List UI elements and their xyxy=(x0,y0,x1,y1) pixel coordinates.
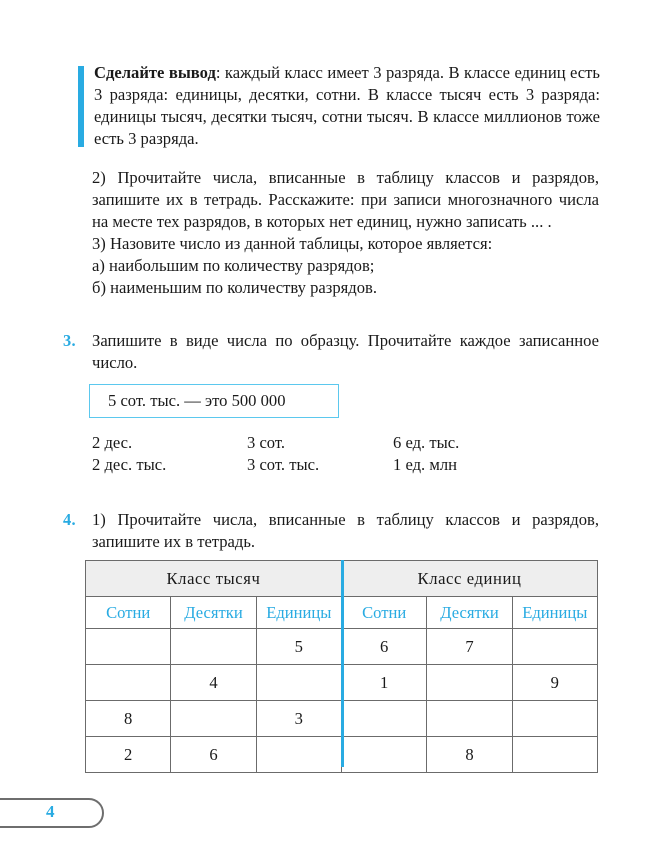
exercise-3-item: 3 сот. тыс. xyxy=(247,454,320,474)
class-header-thousands: Класс тысяч xyxy=(86,561,342,597)
task-item-2: 2) Прочитайте числа, вписанные в таблицу классов и разрядов, запишите их в тетрадь. Расскажите: при записи многозначного числа на месте тех разрядов, в которых нет единиц, нужно записать ... . xyxy=(92,168,599,232)
sample-answer-box xyxy=(89,384,339,418)
callout-text xyxy=(94,62,600,150)
exercise-3-item: 1 ед. млн xyxy=(393,454,457,474)
digit-cell: 1 xyxy=(341,665,426,701)
digit-cell xyxy=(341,737,426,773)
digit-cell xyxy=(427,701,512,737)
digit-cell xyxy=(427,665,512,701)
digit-cell: 6 xyxy=(341,629,426,665)
place-value-table-wrapper xyxy=(85,560,598,773)
task-item-3: 3) Назовите число из данной таблицы, которое является: xyxy=(92,234,493,253)
rank-header-cell: Сотни xyxy=(86,597,171,629)
digit-cell xyxy=(86,665,171,701)
digit-cell: 4 xyxy=(171,665,256,701)
table-row xyxy=(86,665,598,701)
table-rank-header-row xyxy=(86,597,598,629)
exercise-3-item: 2 дес. тыс. xyxy=(92,454,167,474)
digit-cell: 8 xyxy=(427,737,512,773)
exercise-3-items-row xyxy=(92,454,602,476)
digit-cell xyxy=(341,701,426,737)
conclusion-callout xyxy=(78,62,600,150)
digit-cell: 5 xyxy=(256,629,341,665)
exercise-3-item: 2 дес. xyxy=(92,433,133,452)
exercise-4-number: 4. xyxy=(63,510,76,529)
table-row xyxy=(86,701,598,737)
sample-answer-text: 5 сот. тыс. — это 500 000 xyxy=(108,391,286,410)
rank-header-cell: Единицы xyxy=(256,597,341,629)
digit-cell xyxy=(512,737,597,773)
exercise-3-text: Запишите в виде числа по образцу. Прочитайте каждое записанное число. xyxy=(92,331,599,373)
rank-header-cell: Сотни xyxy=(341,597,426,629)
exercise-3-items xyxy=(92,432,602,475)
digit-cell xyxy=(512,629,597,665)
task-item-3a: а) наибольшим по количеству разрядов; xyxy=(92,256,375,275)
digit-cell xyxy=(86,629,171,665)
rank-header-cell: Единицы xyxy=(512,597,597,629)
digit-cell: 6 xyxy=(171,737,256,773)
digit-cell: 3 xyxy=(256,701,341,737)
callout-accent-bar xyxy=(78,66,84,147)
exercise-4-text: 1) Прочитайте числа, вписанные в таблицу классов и разрядов, запишите их в тетрадь. xyxy=(92,510,599,552)
digit-cell xyxy=(512,701,597,737)
place-value-table xyxy=(85,560,598,773)
digit-cell: 9 xyxy=(512,665,597,701)
table-row xyxy=(86,737,598,773)
digit-cell xyxy=(256,737,341,773)
digit-cell: 2 xyxy=(86,737,171,773)
class-header-units: Класс единиц xyxy=(341,561,597,597)
digit-cell: 7 xyxy=(427,629,512,665)
digit-cell xyxy=(171,629,256,665)
page-number: 4 xyxy=(46,802,55,821)
callout-body-text: : каждый класс имеет 3 разряда. В классе единиц есть 3 разряда: единицы, десятки, сотни. В классе тысяч есть 3 разряда: единицы тысяч, десятки тысяч, сотни тысяч. В классе миллионов тоже есть 3 разряда. xyxy=(94,63,600,149)
rank-header-cell: Десятки xyxy=(171,597,256,629)
table-row xyxy=(86,629,598,665)
exercise-3-item: 3 сот. xyxy=(247,433,286,452)
exercise-3-items-row xyxy=(92,432,602,454)
callout-lead-label: Сделайте вывод xyxy=(94,63,216,82)
exercise-3-number: 3. xyxy=(63,331,76,350)
task-item-3b: б) наименьшим по количеству разрядов. xyxy=(92,278,377,297)
digit-cell xyxy=(256,665,341,701)
table-class-header-row xyxy=(86,561,598,597)
digit-cell xyxy=(171,701,256,737)
digit-cell: 8 xyxy=(86,701,171,737)
exercise-3-item: 6 ед. тыс. xyxy=(393,433,460,452)
rank-header-cell: Десятки xyxy=(427,597,512,629)
